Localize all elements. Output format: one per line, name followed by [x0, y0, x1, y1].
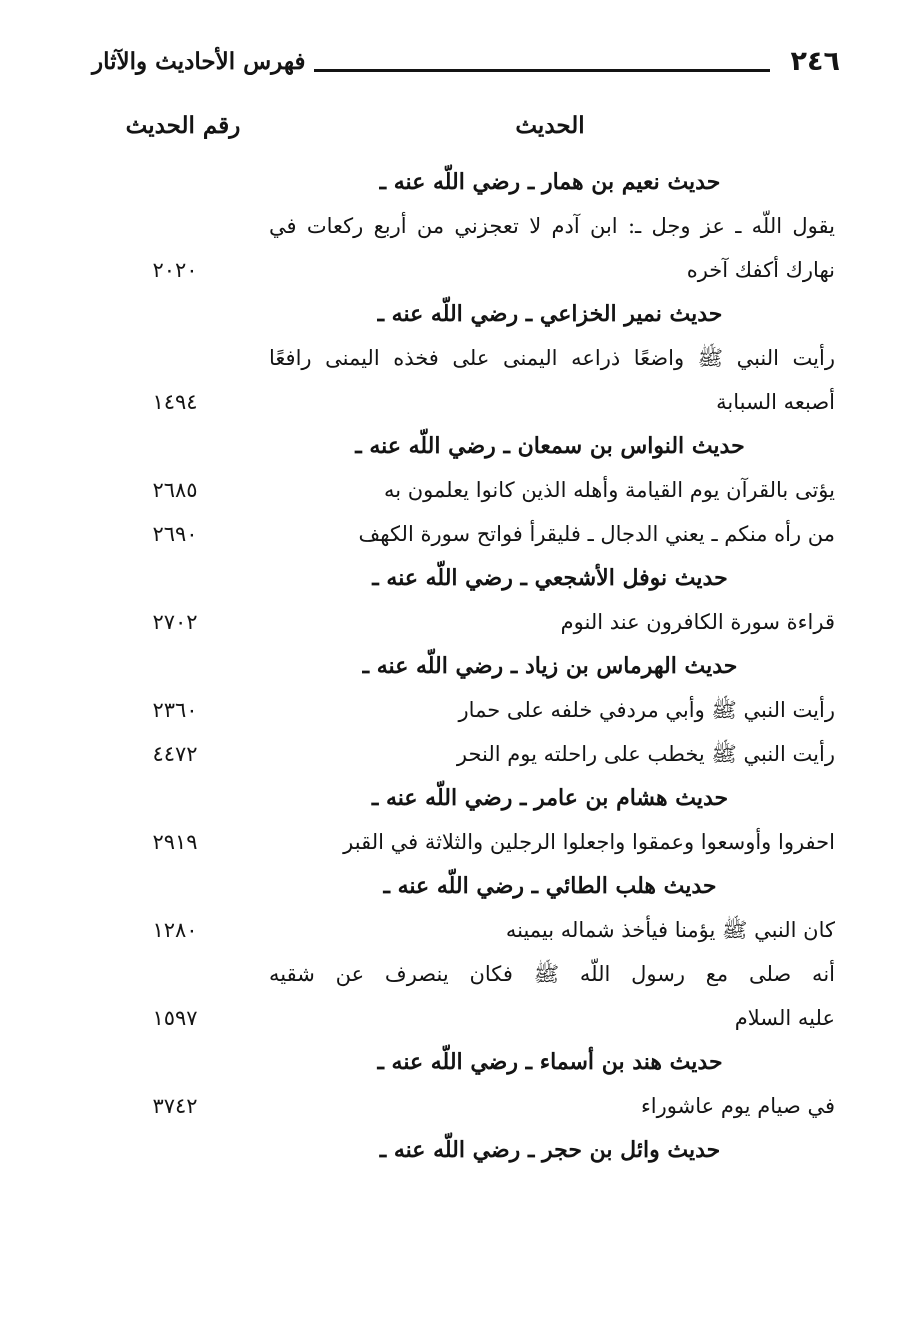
hadith-text: رأيت النبي ﷺ وأبي مردفي خلفه على حمار: [458, 698, 835, 722]
narrator-heading: [0, 1128, 923, 1172]
hadith-text: رأيت النبي ﷺ واضعًا ذراعه اليمنى على فخذه اليمنى رافعًا: [269, 346, 835, 370]
hadith-number: ٢٩١٩: [152, 830, 198, 854]
narrator-heading: [0, 776, 923, 820]
page-header: [88, 44, 850, 92]
column-header-hadith: الحديث: [515, 112, 585, 139]
index-entries: [0, 160, 923, 1172]
hadith-entry: [0, 468, 923, 512]
narrator-heading-text: حديث نوفل الأشجعي ـ رضي اللّه عنه ـ: [372, 565, 728, 591]
narrator-heading: [0, 292, 923, 336]
hadith-entry: [0, 512, 923, 556]
hadith-entry: [0, 204, 923, 248]
hadith-text: احفروا وأوسعوا وعمقوا واجعلوا الرجلين والثلاثة في القبر: [343, 830, 835, 854]
hadith-text: في صيام يوم عاشوراء: [640, 1094, 835, 1118]
hadith-entry: [0, 732, 923, 776]
running-title: فهرس الأحاديث والآثار: [92, 48, 306, 75]
hadith-number: ٢٠٢٠: [152, 258, 198, 282]
hadith-text: قراءة سورة الكافرون عند النوم: [560, 610, 835, 634]
hadith-number: ٣٧٤٢: [152, 1094, 198, 1118]
narrator-heading: [0, 424, 923, 468]
narrator-heading-text: حديث النواس بن سمعان ـ رضي اللّه عنه ـ: [355, 433, 745, 459]
hadith-text: رأيت النبي ﷺ يخطب على راحلته يوم النحر: [456, 742, 835, 766]
hadith-text: أصبعه السبابة: [716, 390, 835, 414]
hadith-entry: [0, 1084, 923, 1128]
narrator-heading: [0, 1040, 923, 1084]
header-rule: [314, 69, 770, 72]
hadith-text: كان النبي ﷺ يؤمنا فيأخذ شماله بيمينه: [505, 918, 835, 942]
narrator-heading-text: حديث نعيم بن همار ـ رضي اللّه عنه ـ: [379, 169, 721, 195]
hadith-number: ٢٦٨٥: [152, 478, 198, 502]
hadith-number: ١٢٨٠: [152, 918, 198, 942]
hadith-entry: [0, 380, 923, 424]
narrator-heading-text: حديث وائل بن حجر ـ رضي اللّه عنه ـ: [379, 1137, 721, 1163]
narrator-heading: [0, 160, 923, 204]
hadith-text: من رأه منكم ـ يعني الدجال ـ فليقرأ فواتح سورة الكهف: [358, 522, 835, 546]
narrator-heading: [0, 556, 923, 600]
narrator-heading-text: حديث نمير الخزاعي ـ رضي اللّه عنه ـ: [377, 301, 723, 327]
narrator-heading-text: حديث هلب الطائي ـ رضي اللّه عنه ـ: [383, 873, 717, 899]
hadith-number: ٢٣٦٠: [152, 698, 198, 722]
hadith-text: أنه صلى مع رسول اللّه ﷺ فكان ينصرف عن شقيه: [269, 962, 835, 986]
hadith-text: يقول اللّه ـ عز وجل ـ: ابن آدم لا تعجزني من أربع ركعات في: [269, 214, 835, 238]
hadith-entry: [0, 600, 923, 644]
narrator-heading: [0, 644, 923, 688]
hadith-number: ٢٧٠٢: [152, 610, 198, 634]
narrator-heading-text: حديث هند بن أسماء ـ رضي اللّه عنه ـ: [377, 1049, 723, 1075]
hadith-number: ١٤٩٤: [152, 390, 198, 414]
narrator-heading-text: حديث الهرماس بن زياد ـ رضي اللّه عنه ـ: [362, 653, 738, 679]
hadith-entry: [0, 908, 923, 952]
hadith-text: يؤتى بالقرآن يوم القيامة وأهله الذين كانوا يعلمون به: [383, 478, 835, 502]
hadith-entry: [0, 336, 923, 380]
hadith-entry: [0, 996, 923, 1040]
hadith-entry: [0, 952, 923, 996]
narrator-heading: [0, 864, 923, 908]
hadith-number: ١٥٩٧: [152, 1006, 198, 1030]
hadith-entry: [0, 248, 923, 292]
column-header-number: رقم الحديث: [125, 112, 241, 139]
hadith-number: ٤٤٧٢: [152, 742, 198, 766]
hadith-entry: [0, 688, 923, 732]
narrator-heading-text: حديث هشام بن عامر ـ رضي اللّه عنه ـ: [371, 785, 729, 811]
hadith-text: نهارك أكفك آخره: [686, 258, 835, 282]
hadith-entry: [0, 820, 923, 864]
hadith-number: ٢٦٩٠: [152, 522, 198, 546]
hadith-text: عليه السلام: [734, 1006, 835, 1030]
page-number: ٢٤٦: [790, 46, 840, 77]
